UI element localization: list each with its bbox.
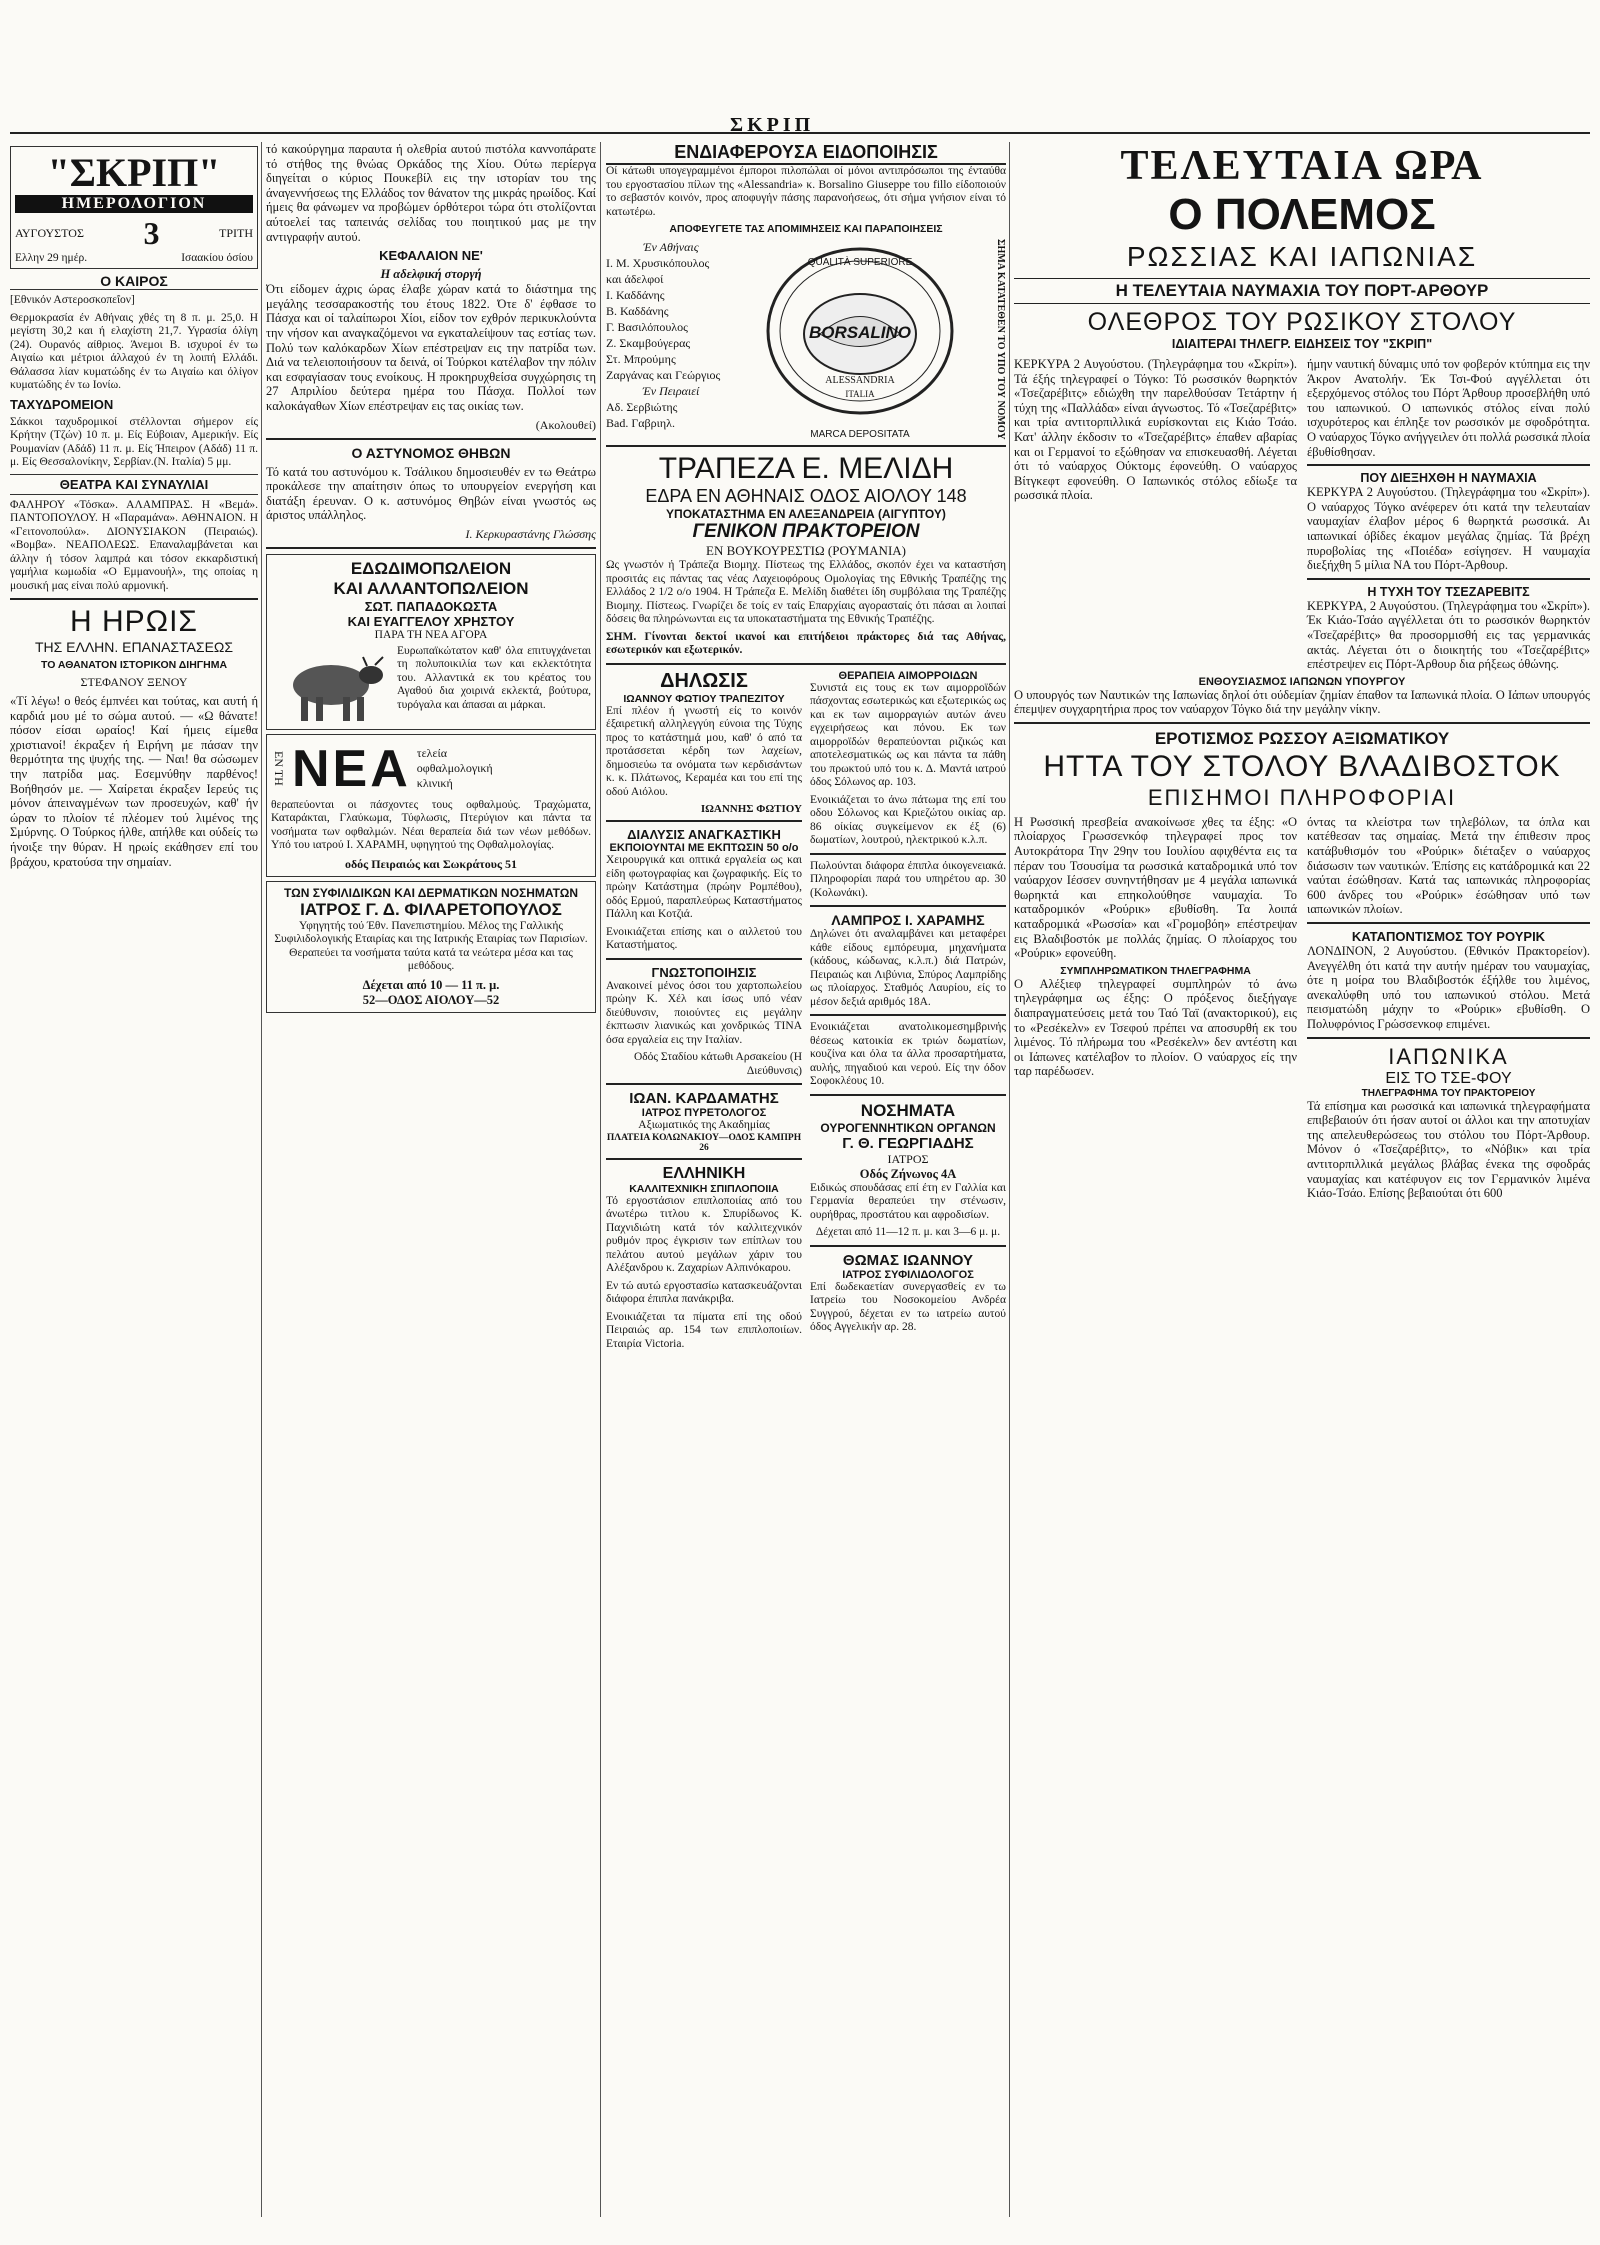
urology-title: ΝΟΣΗΜΑΤΑ <box>860 1100 956 1120</box>
rent-text: Ενοικιάζεται ανατολικομεσημβρινής θέσεως κατοικία εκ τριών δωματίων, κουζίνα και όλα τα άλλα προσαρτήματα, αυλής, πηγαδιού και νερού. Είς την όδον Σοφοκλέους 10. <box>810 1021 1006 1087</box>
vladivostok-left-text: Η Ρωσσική πρεσβεία ανακοίνωσε χθες τα έξης: «Ο πλοίαρχος Γρωσσενκόφ τηλεγραφεί προς τον Αυτοκράτορα Την 29ην του Ιουλίου αφιχθέντα εις τα πέραν του Τσουσίμα τα ρωσσικά καταδρομικά υπό τον ναύαρχον Ιέσσεν συνηντήθησαν με 4 μεγάλα ιαπωνικά θωρηκτά και επηκολούθησε ναυμαχία. Το καταδρομικόν «Ρούρικ» εβυθίσθη. Τα λοιπά καταδρομικά «Ρωσσία» και «Γρομοβόη» επέστρεψαν εις Βλαδιβοστόκ με πολλάς ζημίας. Ο πλοίαρχος του «Ρούρικ» εφονεύθη. <box>1014 814 1297 961</box>
col3-right-ads <box>810 670 1006 1356</box>
japanese-subtitle-2: ΤΗΛΕΓΡΑΦΗΜΑ ΤΟΥ ΠΡΑΚΤΟΡΕΙΟΥ <box>1361 1087 1536 1099</box>
calendar-weekday: ΤΡΙΤΗ <box>219 226 253 240</box>
urology-hours: Δέχεται από 11—12 π. μ. και 3—6 μ. μ. <box>815 1226 1001 1238</box>
sellers-title: ΑΠΟΦΕΥΓΕΤΕ ΤΑΣ ΑΠΟΜΙΜΗΣΕΙΣ ΚΑΙ ΠΑΡΑΠΟΙΗΣΕΙΣ <box>669 223 943 235</box>
japanese-text: Τά επίσημα και ρωσσικά και ιαπωνικά τηλεγραφήματα επιβεβαιούν ότι ήσαν αυτοί οι άλλοι και την αποτυχίαν της απελευθερώσεως του στόλου του Πόρτ-Άρθουρ. Μόνον ό «Τσεζαρέβιτς», το «Νόβικ» και τρία αντιτορπιλλικά μεγάλως βλάβας ένεκα της σφοδράς ναυμαχίας και κατέφυγον εις τον Γερμανικόν λιμένα Κιάο-Τσάο. Επίσης βεβαιούται ότι 600 <box>1307 1098 1590 1201</box>
japanese-title: ΙΑΠΩΝΙΚΑ <box>1388 1043 1509 1069</box>
supplementary-telegram-text: Ο Αλέξιεφ τηλεγραφεί συμπληρών τό άνω τηλεγράφημα ως έξης: Ο πρόξενος διεξήγαγε διαπραγματεύσεις μετά του Ταό Ταϊ (ανακτορικού), εις το «Ρεσέκελν» εν Τσεφού πρέπει να αποσυρθή εκ του λιμένος. Τό πλήρωμα του «Ρεσέκελν» δεν αντέστη και οι Ιάπωνες κατέλαβον το πλοίον. Ο ναύαρχος είς την ταρ παρέδωσεν. <box>1014 976 1297 1079</box>
calendar-title: "ΣΚΡΙΠ" <box>47 150 221 195</box>
hemorrhoid-title: ΘΕΡΑΠΕΙΑ ΑΙΜΟΡΡΟΙΔΩΝ <box>838 669 978 682</box>
war-left-column <box>1014 357 1297 676</box>
auction-text: Χειρουργικά και οπτικά εργαλεία ως και είδη φωτογραφίας και ζωγραφικής. Είς το πρώην Κατάστημα (πρώην Ρομπέθου), οδός Ερμού, παραπλεύρως Καταστήματος Πάλλη και Κοτζιά. <box>606 854 802 920</box>
tsesarevich-text: ΚΕΡΚΥΡΑ, 2 Αυγούστου. (Τηλεγράφημα του «Σκρίπ»). Έκ Κιάο-Τσάο αγγέλλεται ότι το ρωσσικόν θωρηκτόν «Τσεζαρέβιτς» θα προσορμισθή εις τας γερμανικάς ακτάς. Λέγεται ότι ο διοικητής του «Τσεζαρέβιτς» επέστρεψεν εις Πόρτ-Άρθουρ δια ρήξεως όθώνης. <box>1307 598 1590 672</box>
butcher-owner: ΣΩΤ. ΠΑΠΑΔΟΚΩΣΤΑ <box>364 598 498 614</box>
urology-role: ΙΑΤΡΟΣ <box>887 1151 929 1166</box>
seller: Ι. Μ. Χρυσικόπουλος <box>606 256 710 270</box>
derm-doctor: ΙΑΤΡΟΣ Γ. Δ. ΦΙΛΑΡΕΤΟΠΟΥΛΟΣ <box>300 899 562 919</box>
seller: Ι. Καδδάνης <box>606 288 665 302</box>
sellers-city: Έν Αθήναις <box>643 240 699 254</box>
police-sign: Ι. Κερκυραστάνης Γλώσσης <box>465 526 596 541</box>
butcher-owner-2: ΚΑΙ ΕΥΑΓΓΕΛΟΥ ΧΡΗΣΤΟΥ <box>347 613 515 629</box>
sellers-list <box>606 239 736 440</box>
furniture-address: Ενοικιάζεται τα πίματα επί της οδού Πειραιώς αρ. 154 των επιπλοποιίων. Εταιρία Victoria. <box>606 1310 802 1350</box>
calendar-box <box>10 146 258 269</box>
headline-officer: ΕΡΟΤΙΣΜΟΣ ΡΩΣΣΟΥ ΑΞΙΩΜΑΤΙΚΟΥ <box>1154 728 1450 748</box>
butcher-text: Ευρωπαϊκώτατον καθ' όλα επιτυγχάνεται τη πολυποικιλία των και εκλεκτότητα του. Αλλαντικά εκ του κρέατος του Αγαθού δια χοιρινά εκλεκτά, βούτυρα, τυρόγαλα και άπασαι αι μάρκαι. <box>397 644 591 711</box>
chapter-text: Ότι είδομεν άχρις ώρας έλαβε χώραν κατά το διάστημα της μεγάλης τεσσαρακοστής του έτους 1822. Ότε δ' έφθασε το Πάσχα και οί ταλαίπωροι Χίοι, είδον τον εχθρόν περικυκλούντα την νήσον και αναγκαζόμενοι να εγκαταλείψουν τας εστίας των. Πολύ των καλόκαρδων Χίων επέστρεψαν εις την πατρίδα των. Διά να τελειοποιήσουν τα δεινά, οί Τούρκοι κατέλαβον την πόλιν και εσφαγίασαν τους ενοίκους. Η προκηρυχθείσα συγχώρησις τη 27 Απριλίου δεύτερα ημέρα του Πάσχα. Πολλοί των καλοκάγαθων Χίων επέστρεψαν εις τας οικίας των. <box>266 282 596 413</box>
masthead-name: ΣΚΡΙΠ <box>730 114 815 136</box>
newspaper-page <box>10 10 1590 2225</box>
masthead <box>10 10 1590 134</box>
seller: Bad. Γαβριηλ. <box>606 416 675 430</box>
seller: Ζ. Σκαμβούγερας <box>606 336 691 350</box>
bank-seat: ΕΔΡΑ ΕΝ ΑΘΗΝΑΙΣ ΟΔΟΣ ΑΙΟΛΟΥ 148 <box>645 486 967 506</box>
ox-illustration <box>271 645 391 725</box>
calendar-day-number: 3 <box>143 215 160 251</box>
supplementary-telegram-title: ΣΥΜΠΛΗΡΩΜΑΤΙΚΟΝ ΤΗΛΕΓΡΑΦΗΜΑ <box>1060 964 1251 977</box>
serial-subtitle: ΤΗΣ ΕΛΛΗΝ. ΕΠΑΝΑΣΤΑΣΕΩΣ <box>34 639 234 655</box>
column-calendar <box>10 142 258 2222</box>
tsesarevich-title: Η ΤΥΧΗ ΤΟΥ ΤΣΕΖΑΡΕΒΙΤΣ <box>1367 584 1530 599</box>
seller: Αδ. Σερβιώτης <box>606 400 678 414</box>
column-commerce <box>606 142 1006 2222</box>
headline-last-hour: ΤΕΛΕΥΤΑΙΑ ΩΡΑ <box>1120 143 1484 189</box>
bank-branch: ΥΠΟΚΑΤΑΣΤΗΜΑ ΕΝ ΑΛΕΞΑΝΔΡΕΙΑ (ΑΙΓΥΠΤΟΥ) <box>666 507 946 521</box>
hemorrhoid-text: Συνιστά εις τους εκ των αιμορροϊδών πάσχοντας εσωτερικώς και εξωτερικώς ως και εκ των αιμορραγιών αυτών άνευ εγχειρήσεως και πόνου. Εκ των αιμορροϊδών θεραπεύονται ριζικώς και αποτελεσματικώς ως και πάντα τα πάθη του πρωκτού υπό του κ. Δ. Μαντά ιατρού όδος Σόλωνος αρ. 103. <box>810 681 1006 788</box>
headline-vladivostok: ΗΤΤΑ ΤΟΥ ΣΤΟΛΟΥ ΒΛΑΔΙΒΟΣΤΟΚ <box>1043 749 1561 783</box>
war-right-text: ήμην ναυτική δύναμις υπό τον φοβερόν κτύπημα εις την Άκρον Ανατολήν. Έκ Τσι-Φού αγγέλλεται ότι εξερχόμενος στόλος του Πόρτ Άρθουρ προσεβλήθη υπό του ιαπωνικού. Ο ιαπωνικός στόλος είναι πολύ ισχυρότερος και έπληξε τον ρωσσικόν με σφοδρότητα. Ο ναύαρχος Τόγκο ανήγγειλεν ότι πολλά ρωσσικά πλοία έβυθίσθησαν. <box>1307 357 1590 459</box>
police-text: Τό κατά του αστυνόμου κ. Τσάλικου δημοσιευθέν εν τω Θεάτρω προκάλεσε την απαίτησιν όπως το υπουργείον ενεργήση και διατάξη έρευναν. Ο κ. αστυνόμος Θηβών είναι γνωστός ως άριστος υπάλληλος. <box>266 464 596 523</box>
derm-ad <box>266 881 596 1013</box>
chapter-tail: (Ακολουθεί) <box>535 417 596 432</box>
war-left-text: ΚΕΡΚΥΡΑ 2 Αυγούστου. (Τηλεγράφημα του «Σκρίπ»). Τά έξής τηλεγραφεί ο Τόγκο: Τό ρωσσικόν θωρηκτόν «Τσεζαρέβιτς» εδιώχθη την παρελθούσαν Τετάρτην ή τύχη της «Παλλάδα» είναι άγνωστος. Τό «Τσεζαρέβιτς» και τρία αντιτορπιλλικά ευρίσκονται εις Κιάο Τσάο. Κατ' άλλην έκδοσιν το «Τσεζαρέβιτς» έπαθεν αβαρίας και οι Γερμανοί το εξώθησαν να επισκευασθή. Λέγεται ότι τό ναύαρχος Ούκτομς έφονεύθη. Ο ναύαρχος Βίτγκεφτ εφονεύθη. Ο Ιαπωνικός στόλος εδίωξε τα ρωσσικά πλοία. <box>1014 357 1297 503</box>
bank-agency: ΓΕΝΙΚΟΝ ΠΡΑΚΤΟΡΕΙΟΝ <box>692 521 920 542</box>
rurik-title: ΚΑΤΑΠΟΝΤΙΣΜΟΣ ΤΟΥ ΡΟΥΡΙΚ <box>1351 929 1546 945</box>
chapter-subtitle: Η αδελφική στοργή <box>380 267 482 282</box>
battle-location-title: ΠΟΥ ΔΙΕΞΗΧΘΗ Η ΝΑΥΜΑΧΙΑ <box>1360 471 1537 486</box>
eye-text: θεραπεύονται οι πάσχοντες τους οφθαλμούς. Τραχώματα, Καταράκται, Γλαύκωμα, Τύφλωσις, Πτερύγιον και πάντα τα νοσήματα των οφθαλμών. Νέαι θεραπεία διά των νέων μεθόδων. Υπό του ιατρού Ι. ΧΑΡΑΜΗ, υφηγητού της Οφθαλμολογίας. <box>271 798 591 852</box>
minister-text: Ο υπουργός των Ναυτικών της Ιαπωνίας δηλοί ότι ούδεμίαν ζημίαν έπαθον τα Ιαπωνικά πλοία. Ο Ιάπων υπουργός έπεμψεν συγχαρητήρια προς τον ναύαρχον Τόγκο διά την μεγάλην νίκην. <box>1014 687 1590 717</box>
police-title: Ο ΑΣΤΥΝΟΜΟΣ ΘΗΒΩΝ <box>351 444 511 461</box>
theatres-title: ΘΕΑΤΡΑ ΚΑΙ ΣΥΝΑΥΛΙΑΙ <box>10 474 258 495</box>
kardamatis-subtitle: ΙΑΤΡΟΣ ΠΥΡΕΤΟΛΟΓΟΣ <box>641 1107 767 1119</box>
auction-title: ΔΙΑΛΥΣΙΣ ΑΝΑΓΚΑΣΤΙΚΗ <box>627 827 781 842</box>
derm-text: Υφηγητής τού Έθν. Πανεπιστημίου. Μέλος της Γαλλικής Συφιλιδολογικής Εταιρίας και της Ιατρικής Εταιρίας των Παρισίων. Θεραπεύει τα νοσήματα ταύτα κατά τα νεώτερα μέσα και τας μεθόδους. <box>274 919 588 973</box>
derm-hours: Δέχεται από 10 — 11 π. μ. <box>362 977 500 992</box>
seller: Ζαργάνας και Γεώργιος <box>606 368 721 382</box>
thomas-subtitle: ΙΑΤΡΟΣ ΣΥΦΙΛΙΔΟΛΟΓΟΣ <box>842 1268 974 1281</box>
furniture-title: ΕΛΛΗΝΙΚΗ <box>662 1164 746 1182</box>
notice2-address: Οδός Σταδίου κάτωθι Αρσακείου (Η Διεύθυνσις) <box>633 1051 802 1077</box>
butcher-location: ΠΑΡΑ ΤΗ ΝΕΑ ΑΓΟΡΑ <box>374 628 488 641</box>
serial-author: ΣΤΕΦΑΝΟΥ ΞΕΝΟΥ <box>80 675 188 689</box>
seller: Β. Καδδάνης <box>606 304 669 318</box>
butcher-title: ΕΔΩΔΙΜΟΠΩΛΕΙΟΝ <box>350 558 512 578</box>
weather-text: Θερμοκρασία έν Αθήναις χθές τη 8 π. μ. 25,0. Η μεγίστη 30,2 και ή ελαχίστη 21,7. Υγρασία όλίγη (24). Ουρανός αίθριος. Άνεμοι Β. ισχυροί έν τω Αιγαίω και μέτριοι άλλαχού έν τη λοιπή Ελλάδι. Θάλασσα λίαν κυματώδης έν τω Αιγαίω και όλίγον κυματώδης έν τω Ιονίω. <box>10 311 258 391</box>
logo-bottom-text: MARCA DEPOSITATA <box>810 429 910 440</box>
urology-subtitle: ΟΥΡΟΓΕΝΝΗΤΙΚΩΝ ΟΡΓΑΝΩΝ <box>820 1120 996 1135</box>
butcher-ad <box>266 554 596 730</box>
furniture-subtitle: ΚΑΛΛΙΤΕΧΝΙΚΗ ΣΠΙΠΛΟΠΟΙΙΑ <box>629 1182 779 1195</box>
butcher-subtitle: ΚΑΙ ΑΛΛΑΝΤΟΠΩΛΕΙΟΝ <box>333 578 529 598</box>
col3-left-ads <box>606 670 802 1356</box>
auction-subtitle: ΕΚΠΟΙΟΥΝΤΑΙ ΜΕ ΕΚΠΤΩΣΙΝ 50 ο/ο <box>609 842 799 854</box>
seller: και άδελφοί <box>606 272 664 286</box>
column-war-news <box>1014 142 1590 2222</box>
serial-continuation: τό κακούργημα παραυτα ή ολεθρία αυτού πιστόλα καννοπάρατε τό στήθος της θνώας Ορκάδος της Χίου. Ούτω περίεργα διηγείται ο κύριος Πουκεβίλ εις την ιστορίαν του της άναγεννήσεως της Ελλάδος τον θάνατον της μικράς ηρωίδος. Καί ήμεις θα φάνωμεν να προβώμεν όρθότεροι τώρα ότι στολίζονται αύτοελεί τας ταπεινάς σελίδας του ποιητικού μας με την αντιγραφήν αυτού. <box>266 142 596 244</box>
headline-war: Ο ΠΟΛΕΜΟΣ <box>1168 190 1436 239</box>
urology-doctor: Γ. Θ. ΓΕΩΡΓΙΑΔΗΣ <box>842 1134 974 1152</box>
eye-lead: ΕΝ ΤΗ <box>272 751 286 787</box>
column-rule <box>600 142 601 2217</box>
mail-title: ΤΑΧΥΔΡΟΜΕΙΟΝ <box>10 396 114 412</box>
seller: Στ. Μπρούμης <box>606 352 676 366</box>
kardamatis-title: ΙΩΑΝ. ΚΑΡΔΑΜΑΤΗΣ <box>629 1090 779 1107</box>
calendar-subtitle: ΗΜΕΡΟΛΟΓΙΟΝ <box>15 195 253 213</box>
notice2-text: Ανακοινεί μένος όσοι του χαρτοπωλείου πρώην Κ. Χέλ και ίσως υπό νέαν διεύθυνσιν, ποιούντες εις μεγάλην έκπτωσιν λιανικώς και χονδρικώς ΤΙΝΑ όσα εργαλεία εις την Ιταλίαν. <box>606 979 802 1046</box>
eye-side: τελεία οφθαλμολογική κλινική <box>416 746 493 791</box>
battle-location-text: ΚΕΡΚΥΡΑ 2 Αυγούστου. (Τηλεγράφημα του «Σκρίπ»). Ο ναύαρχος Τόγκο ανέφερεν ότι κατά την τελευταίαν ναυμαχίαν έλαβον μέρος 6 θωρηκτά ρωσσικά. Αι ιαπωνικαί όβίδες έκαμον μεγάλας ζημίας. Τά βρέχη πυροβολίας της «Ποιέδα» εσίγησεν. Η ναυμαχία διεξήχθη 5 μίλια ΝΑ του Πόρτ-Άρθουρ. <box>1307 485 1590 573</box>
japanese-subtitle: ΕΙΣ ΤΟ ΤΣΕ-ΦΟΥ <box>1385 1069 1512 1087</box>
notice-title: ΕΝΔΙΑΦΕΡΟΥΣΑ ΕΙΔΟΠΟΙΗΣΙΣ <box>606 142 1006 165</box>
thomas-text: Επί δωδεκαετίαν συνεργασθείς εν τω Ιατρείω του Νοσοκομείου Ανδρέα Συγγρού, δέχεται εν τω ιατρείω αυτού όδος Αγγελικήν αρ. 28. <box>810 1280 1006 1333</box>
war-right-column <box>1307 357 1590 676</box>
calendar-hellenic-days: Ελλην 29 ημέρ. <box>15 252 88 264</box>
derm-address: 52—ΟΔΟΣ ΑΙΟΛΟΥ—52 <box>362 992 500 1007</box>
declaration-sign: ΙΩΑΝΝΗΣ ΦΩΤΙΟΥ <box>700 803 802 815</box>
logo-place: ALESSANDRIA <box>825 375 895 386</box>
derm-title: ΤΩΝ ΣΥΦΙΛΙΔΙΚΩΝ ΚΑΙ ΔΕΡΜΑΤΙΚΩΝ ΝΟΣΗΜΑΤΩΝ <box>284 885 578 900</box>
theatres-text: ΦΑΛΗΡΟΥ «Τόσκα». ΑΛΑΜΠΡΑΣ. Η «Βεμά». ΠΑΝΤΟΠΟΥΛΟΥ. Η «Παραμάνα». ΑΘΗΝΑΙΟΝ. Η «Γειτονοπούλα». ΔΙΟΝΥΣΙΑΚΟΝ (Πειραιώς). «Βομβα». ΝΕΑΠΟΛΕΩΣ. Επαναλαμβάνεται και άλλην ή τόσον λαμπρά και τόσον εκκαρδιστική γαμήλια κωμωδία «Ο Εμμανουήλ», της οποίας η μουσική μας είναι πολύ αρμονική. <box>10 498 258 592</box>
logo-side-text: ΣΗΜΑ ΚΑΤΑΤΕΘΕΝ ΤΟ ΥΠΟ ΤΟΥ ΝΟΜΟΥ <box>995 239 1006 440</box>
logo-country: ITALIA <box>845 389 875 399</box>
eye-title: ΝΕΑ <box>292 739 411 798</box>
weather-source: [Εθνικόν Αστεροσκοπεΐον] <box>10 294 135 306</box>
headline-countries: ΡΩΣΣΙΑΣ ΚΑΙ ΙΑΠΩΝΙΑΣ <box>1126 241 1478 272</box>
minister-title: ΕΝΘΟΥΣΙΑΣΜΟΣ ΙΑΠΩΝΩΝ ΥΠΟΥΡΓΟΥ <box>1198 675 1406 688</box>
declaration-title: ΔΗΛΩΣΙΣ <box>660 669 748 692</box>
charamis-text: Δηλώνει ότι αναλαμβάνει και μεταφέρει κάθε είδους εμπόρευμα, μηχανήματα (κάδους, κώδωνας, κ.λ.π.) διά Πατρών, Πειραιώς και Λιβύνια, Σπύρος Λαμπρίδης ως πλοίαρχος. Σταθμός Λαυρίου, είς το μέσον δεξιά αριθμός 18Α. <box>810 928 1006 1008</box>
calendar-month: ΑΥΓΟΥΣΤΟΣ <box>15 226 84 240</box>
headline-telegrams: ΙΔΙΑΙΤΕΡΑΙ ΤΗΛΕΓΡ. ΕΙΔΗΣΕΙΣ ΤΟΥ "ΣΚΡΙΠ" <box>1171 337 1433 351</box>
vladivostok-right-column <box>1307 815 1590 1205</box>
hemorrhoid-text-2: Ενοικιάζεται το άνω πάτωμα της επί του οδου Σόλωνος και Κριεζώτου οικίας αρ. 86 οίκίας συγκείμενον εκ έξ (6) δωματίων, λουτρού, ηλεκτρικού κ.λ.π. <box>810 793 1006 846</box>
urology-text: Ειδικώς σπουδάσας επί έτη εν Γαλλία και Γερμανία θεραπεύει την στένωσιν, ουρήθρας, προστάτου και αφροδισίων. <box>810 1181 1006 1221</box>
sellers-city-2: Έν Πειραιεί <box>642 384 700 398</box>
serial-title: Η ΗΡΩΙΣ <box>70 605 198 638</box>
eye-clinic-ad <box>266 734 596 877</box>
auction-text-2: Ενοικιάζεται επίσης και ο αιλλετού του Καταστήματος. <box>606 925 802 951</box>
column-serial-ads <box>266 142 596 2222</box>
vladivostok-right-text: όντας τα κλείστρα των τηλεβόλων, τα όπλα και κατέθεσαν τας σημαίας. Μετά την έπιθεσιν προς κατάβυθισμόν του «Ρούρικ» διέταξεν ο ναύαρχος διάσωσιν των ναυτικών. Έπίσης εις κατάδρομικά και 22 ναύται έσώθησαν. Κατά τας ιαπωνικάς πληροφορίας 600 άνδρες του «Ρούρικ» έσώθησαν υπό των ιαπωνικών πλοίων. <box>1307 814 1590 917</box>
chapter-title: ΚΕΦΑΛΑΙΟΝ ΝΕ' <box>379 248 483 264</box>
eye-address: οδός Πειραιώς και Σωκράτους 51 <box>344 856 518 871</box>
kardamatis-text: Αξιωματικός της Ακαδημίας <box>638 1119 770 1131</box>
furniture-text-2: Εν τώ αυτώ εργοστασίω κατασκευάζονται διάφορα έπιπλα πανάκριβα. <box>606 1279 802 1305</box>
headline-naval-battle: Η ΤΕΛΕΥΤΑΙΑ ΝΑΥΜΑΧΙΑ ΤΟΥ ΠΟΡΤ-ΑΡΘΟΥΡ <box>1014 278 1590 304</box>
logo-top-text: QUALITÀ SUPERIORE <box>807 257 913 268</box>
column-rule <box>261 142 262 2217</box>
charamis-title: ΛΑΜΠΡΟΣ Ι. ΧΑΡΑΜΗΣ <box>831 912 985 928</box>
bank-title: ΤΡΑΠΕΖΑ Ε. ΜΕΛΙΔΗ <box>658 452 954 485</box>
declaration-text: Επί πλέον ή γνωστή είς το κοινόν έξαιρετική αλληλεγγύη εύνοια της Τύχης προς το κατάστημά μου, καθ' ό από τα προτάσσεται κέρδη των λαχείων, δημοσιεύω τα ονόματα των κερδισάντων κ. κ. Πλάτωνος, Κεραμέα και του επί της οδού Αιόλου. <box>606 704 802 798</box>
logo-name: BORSALINO <box>809 323 911 342</box>
notice-text: Οί κάτωθι υπογεγραμμένοι έμποροι πιλοπώλαι οί μόνοι αντιπρόσωποι της ένταύθα του εργοστασίου πίλων της «Alessandria» κ. Borsalino Giuseppe του fillo είδοποιούν το σεβαστόν κοινόν, προς αποφυγήν πάσης παρανοήσεως, ότι σήμα γνήσιον είναι τό κατωτέρω. <box>606 165 1006 218</box>
column-rule <box>1009 142 1010 2217</box>
furniture-text: Τό εργοστάσιον επιπλοποιίας από του άνωτέρω τιτλου κ. Σπυρίδωνος Κ. Παχνιδιώτη κατά τόν καλλιτεχνικόν ρυθμόν προς έγκρισιν των επίπλων του πελάτου αυτού μεγάλων χάριν του Αλέξανδρου κ. Ζαχαρίων Αλπινόκαρου. <box>606 1194 802 1274</box>
notice2-title: ΓΝΩΣΤΟΠΟΙΗΣΙΣ <box>651 964 757 980</box>
bank-text: Ως γνωστόν ή Τράπεζα Βιομηχ. Πίστεως της Ελλάδος, σκοπόν έχει να καταστήση προσιτάς εις πάντας τας νέας Λαχειοφόρους Ομολογίας της Εθνικής Τραπέζης της Ελλάδος 2 1/2 ο/ο 1904. Η Τράπεζα Ε. Μελίδη διαθέτει ίδη συμβόλαια της Τραπέζης Βιομηχ. Πίστεως. Γνωρίζει δε τοίς εν ταίς Επαρχίαις αγορασταίς ότι πάσαι αι λοιπαί δόσεις θα πληρώνωνται εις τα υποκαταστήματα της Εθνικής Τραπέζης. <box>606 559 1006 625</box>
thomas-title: ΘΩΜΑΣ ΙΩΑΝΝΟΥ <box>842 1251 974 1269</box>
sale-text: Πωλούνται διάφορα έπιπλα όικογενειακά. Πληροφορίαι παρά του υπηρέτου αρ. 30 (Κολωνάκι). <box>810 859 1006 899</box>
weather-title: Ο ΚΑΙΡΟΣ <box>10 273 258 290</box>
calendar-saint: Ισαακίου όσίου <box>181 252 253 264</box>
kardamatis-address: ΠΛΑΤΕΙΑ ΚΟΛΩΝΑΚΙΟΥ—ΟΔΟΣ ΚΑΜΠΡΗ 26 <box>606 1132 802 1153</box>
bank-note: ΣΗΜ. Γίνονται δεκτοί ικανοί και επιτήδειοι πράκτορες διά τας Αθήνας, εσωτερικόν και εξωτερικόν. <box>606 630 1006 656</box>
seller: Γ. Βασιλόπουλος <box>606 320 688 334</box>
vladivostok-left-column <box>1014 815 1297 1205</box>
serial-text: «Τί λέγω! ο θεός έμπνέει και τούτας, και αυτή ή καρδιά μου μέ το σώμα αυτού. — «Ω θάνατε! πόσον είσαι ωραίος! Καί ήμεις είμεθα χριστιανοί! έκραξεν ή Ειρήνη με πάσαν την θερμότητα της ψυχής της. — Ναι! θα σώσωμεν την πατρίδα μας. Εσεμνύθην παρθένος! Βοήθησόν με. — Χαίρεται έκραξεν Ιερεύς τις μόνον άπειναγμένων των προσευχών, καθ' ήν ώραν το πλοίον τέ πλέομεν τού λιμένος της Σμύρνης. Ο Τούρκος ήλθε, απήλθε και ούδείς τω ήνοιξε την θύραν. Η ηρωίς εκάθησεν επί του βράχου, κρατούσα την σημαίαν. <box>10 694 258 869</box>
serial-subtitle-2: ΤΟ ΑΘΑΝΑΤΟΝ ΙΣΤΟΡΙΚΟΝ ΔΙΗΓΗΜΑ <box>40 659 228 671</box>
borsalino-logo <box>742 239 978 440</box>
bank-agency-location: ΕΝ ΒΟΥΚΟΥΡΕΣΤΙΩ (ΡΟΥΜΑΝΙΑ) <box>706 543 906 558</box>
rurik-text: ΛΟΝΔΙΝΟΝ, 2 Αυγούστου. (Εθνικόν Πρακτορείον). Ανεγγέλθη ότι κατά την αυτήν ημέραν του ναυμαχίας, ότε η μοίρα του Βλαδιβοστόκ έξήλθε του λιμένος, ανεκαλύφθη υπό του ιαπωνικού στόλου. Μετά πεισματώδη μάχην το «Ρούρικ» εβυθίσθη. Ο Πολυφρόνιος Γρώσσενκοφ επιμένει. <box>1307 944 1590 1031</box>
mail-text: Σάκκοι ταχυδρομικοί στέλλονται σήμερον είς Κρήτην (Τζών) 10 π. μ. Είς Εύβοιαν, Αμερικήν. Είς Ρουμανίαν (Αδάδ) 11 π. μ. Είς Ήπειρον (Αδάδ) 11 π. μ. Είς Θεσσαλονίκην, Σερβίαν.(Ν. Ιταλία) 5 μμ. <box>10 415 258 468</box>
headline-official-info: ΕΠΙΣΗΜΟΙ ΠΛΗΡΟΦΟΡΙΑΙ <box>1147 784 1457 810</box>
headline-destruction: ΟΛΕΘΡΟΣ ΤΟΥ ΡΩΣΙΚΟΥ ΣΤΟΛΟΥ <box>1087 308 1517 336</box>
declaration-subtitle: ΙΩΑΝΝΟΥ ΦΩΤΙΟΥ ΤΡΑΠΕΖΙΤΟΥ <box>623 692 785 705</box>
urology-address: Οδός Ζήνωνος 4Α <box>859 1166 957 1181</box>
